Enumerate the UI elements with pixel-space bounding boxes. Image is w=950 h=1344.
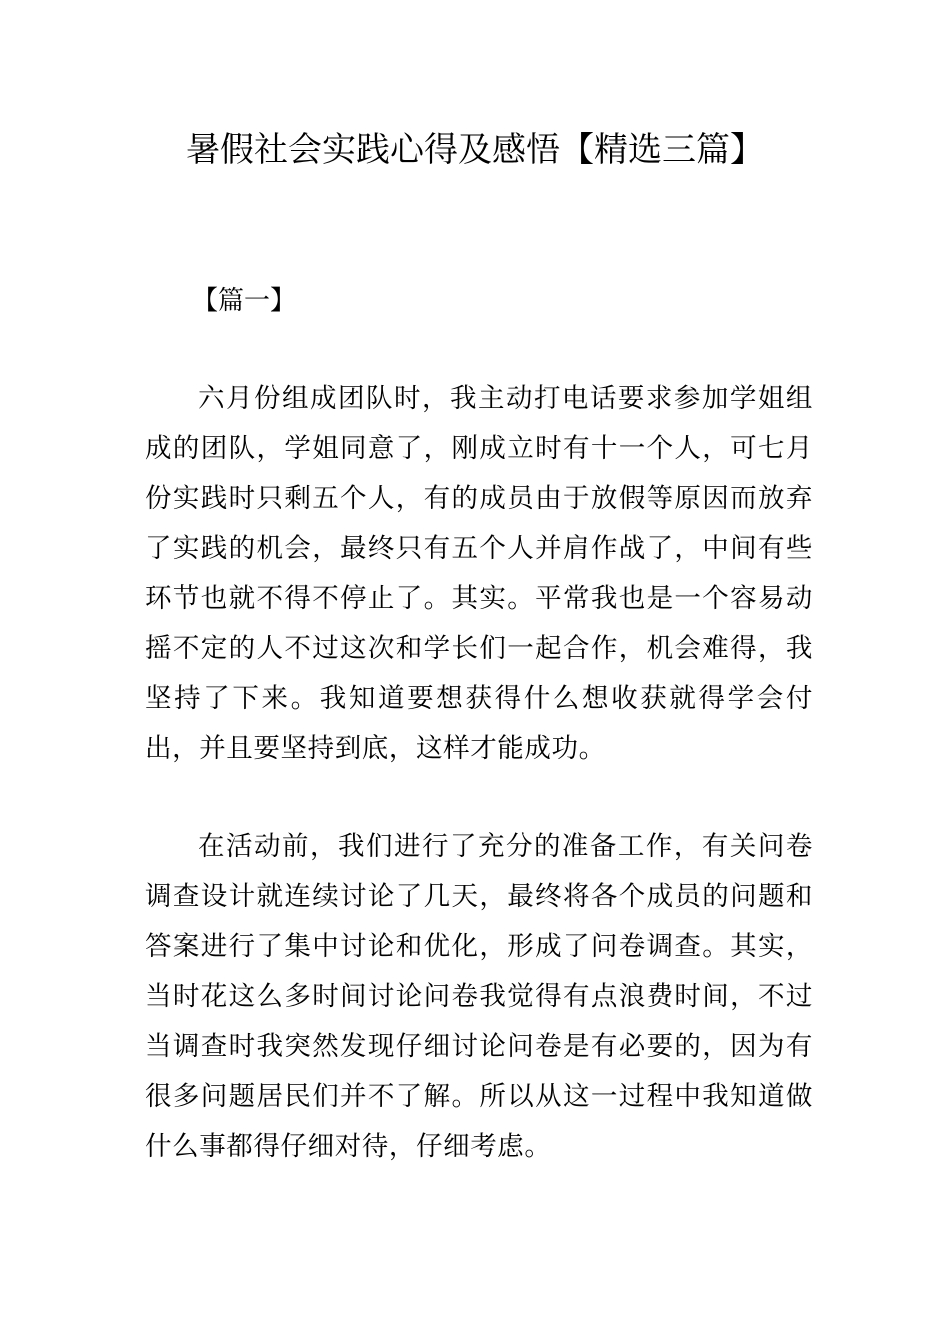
paragraph-2: 在活动前，我们进行了充分的准备工作，有关问卷调查设计就连续讨论了几天，最终将各个成员的问题和答案进行了集中讨论和优化，形成了问卷调查。其实，当时花这么多时间讨论问卷我觉得有点浪费时间，不过当调查时我突然发现仔细讨论问卷是有必要的，因为有很多问题居民们并不了解。所以从这一过程中我知道做什么事都得仔细对待，仔细考虑。 <box>145 831 813 1162</box>
section-heading: 【篇一】 <box>192 286 297 316</box>
paragraph-1: 六月份组成团队时，我主动打电话要求参加学姐组成的团队，学姐同意了，刚成立时有十一个人，可七月份实践时只剩五个人，有的成员由于放假等原因而放弃了实践的机会，最终只有五个人并肩作战了，中间有些环节也就不得不停止了。其实。平常我也是一个容易动摇不定的人不过这次和学长们一起合作，机会难得，我坚持了下来。我知道要想获得什么想收获就得学会付出，并且要坚持到底，这样才能成功。 <box>145 383 813 764</box>
document-title: 暑假社会实践心得及感悟【精选三篇】 <box>186 130 764 170</box>
